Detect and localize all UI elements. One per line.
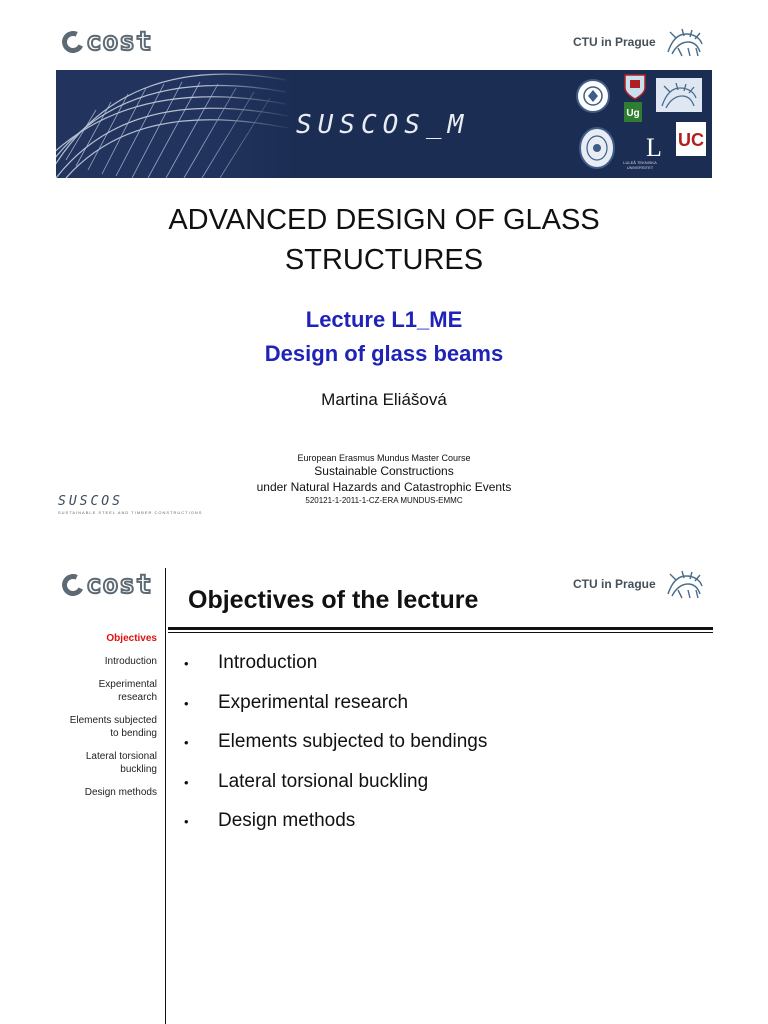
- lulea-logo-icon: [616, 126, 670, 170]
- cost-logo-text: cost: [86, 27, 153, 57]
- glass-structure-image: [56, 70, 296, 178]
- list-item-text: Introduction: [218, 652, 318, 673]
- list-item: [184, 810, 487, 850]
- ctu-logo: [573, 26, 706, 58]
- nav-item-objectives[interactable]: Objectives: [106, 633, 157, 644]
- course-code: 520121-1-2011-1-CZ-ERA MUNDUS-EMMC: [305, 496, 463, 505]
- section-nav: [60, 632, 157, 809]
- nav-item-introduction[interactable]: Introduction: [104, 656, 157, 667]
- ctu-label: CTU in Prague: [573, 577, 656, 591]
- nav-item-elements-bending[interactable]: Elements subjected to bending: [69, 715, 157, 739]
- ctu-lion-icon: [664, 26, 706, 58]
- university-seal-2-icon: [578, 126, 616, 170]
- bullet-icon: •: [184, 735, 189, 750]
- nav-item-lateral-torsional-buckling[interactable]: Lateral torsional buckling: [85, 751, 157, 775]
- list-item-text: Elements subjected to bendings: [218, 731, 488, 752]
- suscos-footer-word: SUSCOS: [58, 494, 123, 509]
- course-line-2: Sustainable Constructions: [314, 464, 454, 478]
- bullet-icon: •: [184, 695, 189, 711]
- suscos-footer-tagline: SUSTAINABLE STEEL AND TIMBER CONSTRUCTIONS: [58, 510, 203, 515]
- svg-text:UNIVERSITET: UNIVERSITET: [626, 165, 654, 170]
- ctu-label: CTU in Prague: [573, 35, 656, 49]
- list-item: [184, 692, 487, 732]
- svg-text:Ug: Ug: [626, 108, 640, 119]
- cost-ring-icon: [59, 28, 87, 56]
- cost-logo: [62, 572, 153, 598]
- course-line-3: under Natural Hazards and Catastrophic Events: [256, 480, 512, 494]
- ug-logo-icon: [624, 102, 642, 122]
- cost-logo: [62, 29, 153, 55]
- objectives-list: [184, 652, 487, 850]
- suscos-footer-logo: [58, 494, 202, 515]
- sidebar-divider: [165, 568, 166, 1024]
- slide-title: Objectives of the lecture: [188, 586, 479, 614]
- course-line-1: European Erasmus Mundus Master Course: [297, 453, 471, 463]
- list-item-text: Lateral torsional buckling: [218, 770, 429, 792]
- svg-text:L: L: [646, 133, 662, 162]
- ctu-lion-icon: [664, 568, 706, 600]
- nav-item-design-methods[interactable]: Design methods: [84, 787, 157, 798]
- cost-logo-text: cost: [86, 570, 153, 600]
- uc-logo-icon: [676, 122, 706, 156]
- suscos-m-wordmark: SUSCOS_M: [296, 110, 470, 140]
- ctu-logo: [573, 568, 706, 600]
- svg-text:UC: UC: [678, 130, 704, 150]
- list-item: [184, 731, 487, 771]
- bullet-icon: •: [184, 774, 189, 790]
- presentation-title-line-1: ADVANCED DESIGN OF GLASS: [168, 204, 600, 236]
- title-rule-thin: [168, 632, 713, 633]
- svg-text:LULEÅ TEKNISKA: LULEÅ TEKNISKA: [623, 160, 657, 165]
- ctu-lion-banner-icon: [656, 78, 702, 112]
- lecture-topic: Design of glass beams: [264, 341, 504, 366]
- list-item-text: Design methods: [218, 810, 356, 831]
- list-item-text: Experimental research: [218, 691, 409, 713]
- suscos-banner: [56, 70, 712, 178]
- university-seal-icon: [576, 78, 610, 114]
- author-name: Martina Eliášová: [321, 390, 447, 409]
- list-item: [184, 652, 487, 692]
- objectives-slide: [0, 546, 768, 1024]
- cost-ring-icon: [59, 571, 87, 599]
- presentation-title-line-2: STRUCTURES: [284, 244, 484, 276]
- bullet-icon: •: [184, 656, 189, 671]
- bullet-icon: •: [184, 814, 189, 829]
- title-rule-thick: [168, 627, 713, 630]
- university-crest-icon: [624, 74, 646, 100]
- lecture-code: Lecture L1_ME: [305, 307, 463, 332]
- nav-item-experimental-research[interactable]: Experimental research: [98, 679, 157, 703]
- list-item: [184, 771, 487, 811]
